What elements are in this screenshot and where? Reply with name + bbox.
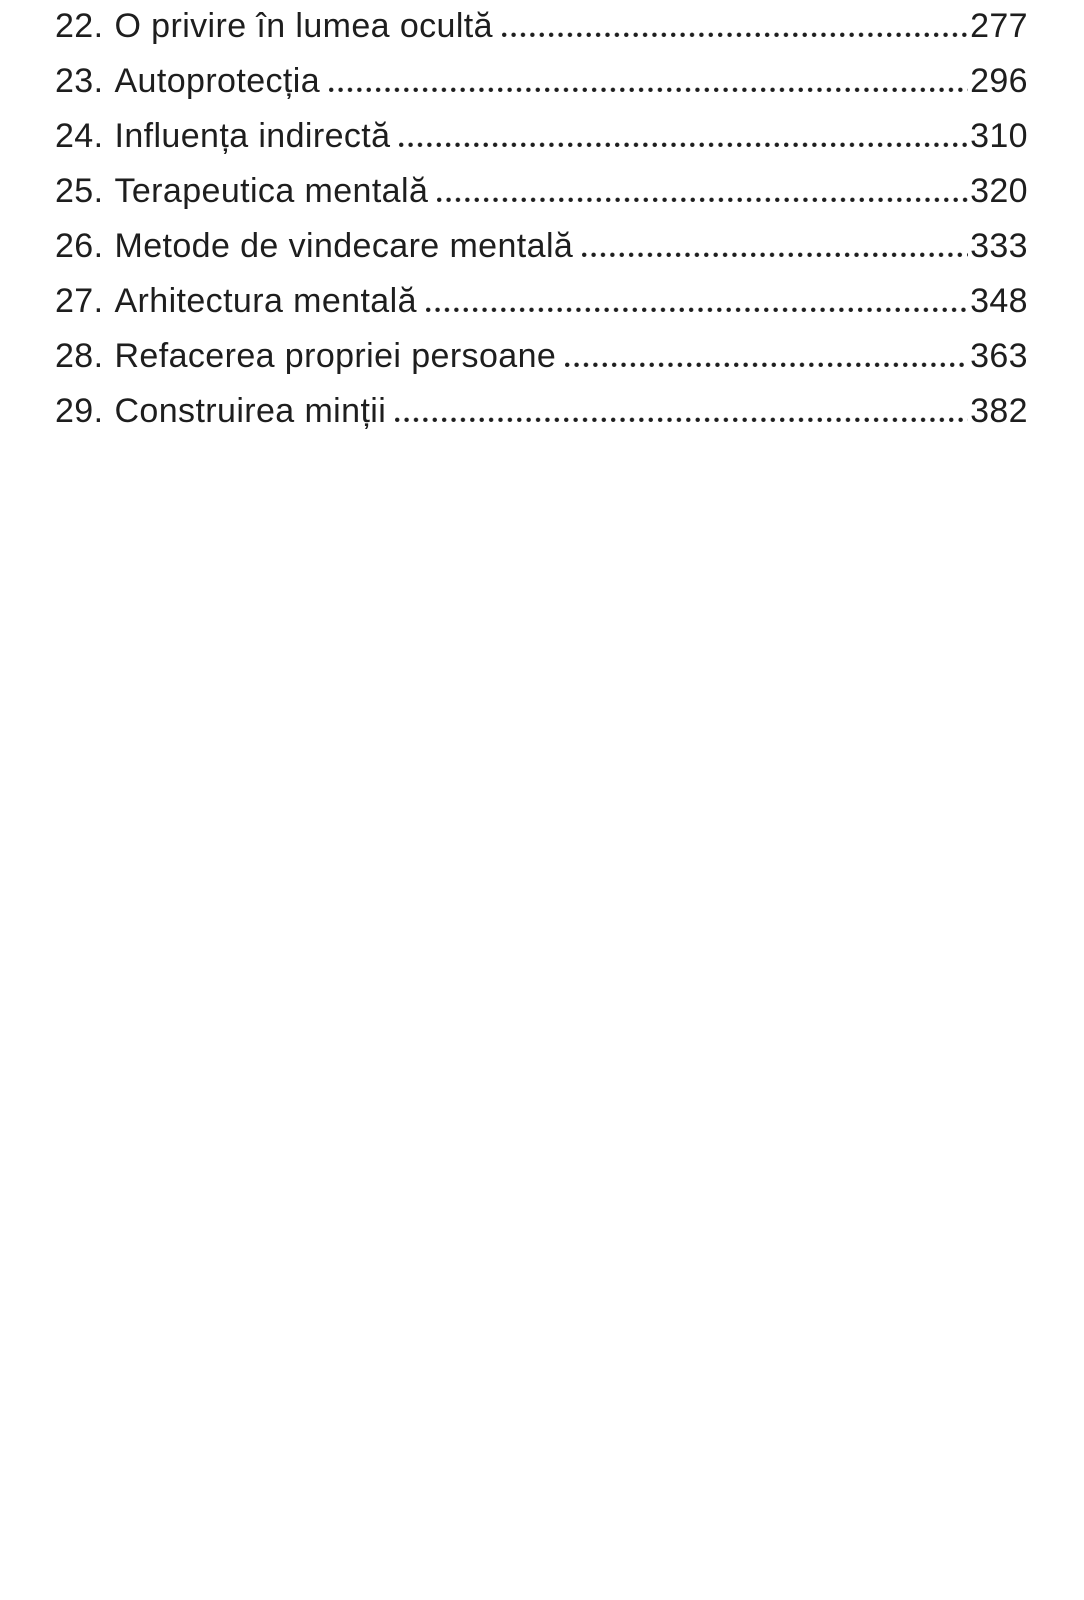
toc-entry-page: 320 [970,172,1028,210]
toc-entry-page: 363 [970,337,1028,375]
toc-entry-title: Arhitectura mentală [114,282,417,320]
toc-entry-page: 277 [970,7,1028,45]
dot-leader [582,251,968,257]
toc-entry-number: 22. [55,7,104,45]
toc-entry [55,172,1028,227]
toc-entry-number: 25. [55,172,104,210]
toc-entry-number: 24. [55,117,104,155]
toc-entry-page: 296 [970,62,1028,100]
toc-entry [55,62,1028,117]
toc-entry [55,117,1028,172]
toc-entry-title: Refacerea propriei persoane [114,337,557,375]
dot-leader [502,31,968,37]
toc-entry [55,227,1028,282]
dot-leader [437,196,968,202]
toc-entry-title: Metode de vindecare mentală [114,227,574,265]
dot-leader [565,361,968,367]
toc-entry-page: 382 [970,392,1028,430]
toc-entry [55,7,1028,62]
toc-entry-number: 27. [55,282,104,320]
dot-leader [329,86,968,92]
toc-entry-number: 23. [55,62,104,100]
toc-entry-number: 26. [55,227,104,265]
toc-entry-title: Influența indirectă [114,117,391,155]
toc-entry-title: Construirea minții [114,392,387,430]
toc-entry-number: 29. [55,392,104,430]
dot-leader [399,141,968,147]
toc-entry-title: Autoprotecția [114,62,321,100]
toc-entry-title: O privire în lumea ocultă [114,7,493,45]
dot-leader [395,416,968,422]
toc-entry-page: 348 [970,282,1028,320]
toc-entry-number: 28. [55,337,104,375]
toc-entry-page: 333 [970,227,1028,265]
toc-entry [55,337,1028,392]
toc-entry-page: 310 [970,117,1028,155]
toc-entry [55,282,1028,337]
toc-entry-title: Terapeutica mentală [114,172,429,210]
dot-leader [426,306,968,312]
toc-entry [55,392,1028,447]
